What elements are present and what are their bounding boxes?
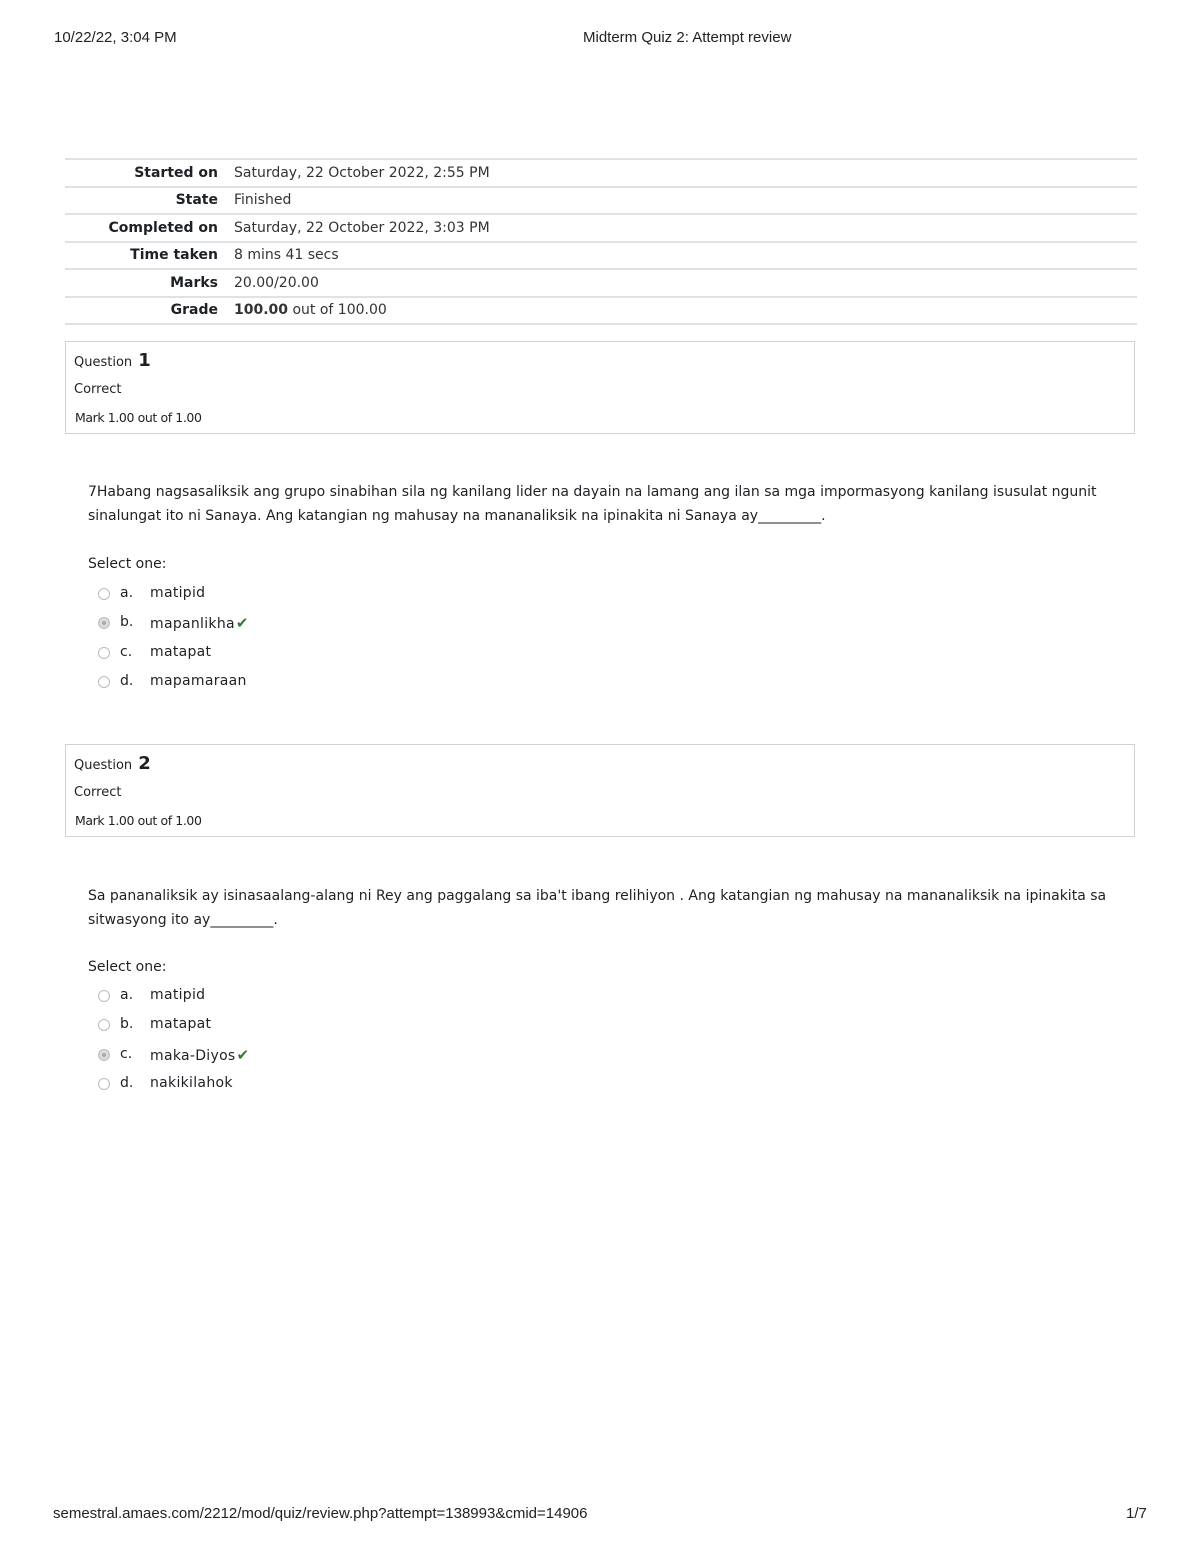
answer-option-b[interactable]	[96, 1018, 496, 1047]
question-info-1	[65, 341, 1135, 434]
radio-button-checked[interactable]	[98, 1049, 110, 1061]
summary-label: Marks	[170, 274, 218, 291]
summary-row	[65, 187, 1137, 215]
option-letter: a.	[120, 987, 134, 1003]
summary-row	[65, 214, 1137, 242]
print-url: semestral.amaes.com/2212/mod/quiz/review.php?attempt=138993&cmid=14906	[53, 1505, 588, 1522]
summary-value: Saturday, 22 October 2022, 3:03 PM	[234, 219, 490, 236]
print-datetime: 10/22/22, 3:04 PM	[54, 29, 177, 46]
summary-label: Completed on	[108, 219, 218, 236]
question-state: Correct	[74, 382, 122, 397]
option-label: mapanlikha	[150, 616, 235, 633]
select-one-prompt: Select one:	[88, 959, 167, 975]
print-page-number: 1/7	[1126, 1505, 1147, 1522]
question-number-value: 1	[138, 350, 151, 371]
summary-value: 20.00/20.00	[234, 274, 319, 291]
option-text: matapat	[150, 1016, 212, 1033]
question-label: Question	[74, 758, 133, 773]
question-info-2	[65, 744, 1135, 837]
summary-value	[234, 297, 1137, 325]
option-letter: c.	[120, 1045, 133, 1062]
question-text: Sa pananaliksik ay isinasaalang-alang ni Rey ang paggalang sa iba't ibang relihiyon . Ang katangian ng mahusay na mananaliksik na ipinakita sa sitwasyong ito ay_________.	[88, 888, 1107, 928]
summary-row	[65, 242, 1137, 270]
answer-options	[96, 587, 496, 704]
question-grade: Mark 1.00 out of 1.00	[75, 813, 202, 828]
answer-options	[96, 989, 496, 1106]
select-one-prompt: Select one:	[88, 556, 167, 572]
summary-value: Finished	[234, 192, 292, 209]
radio-button[interactable]	[98, 647, 110, 659]
question-state: Correct	[74, 785, 122, 800]
summary-row	[65, 297, 1137, 325]
question-number	[74, 350, 151, 371]
option-letter: d.	[120, 672, 134, 689]
option-letter: a.	[120, 585, 134, 601]
summary-label: State	[175, 192, 218, 209]
option-letter: d.	[120, 1074, 134, 1091]
option-text	[150, 614, 249, 632]
answer-option-d[interactable]	[96, 1074, 496, 1106]
summary-label: Time taken	[130, 247, 218, 264]
answer-option-b[interactable]	[96, 616, 496, 645]
option-text: matipid	[150, 987, 206, 1003]
option-text: matipid	[150, 585, 206, 601]
radio-button-checked[interactable]	[98, 617, 110, 629]
question-text: 7Habang nagsasaliksik ang grupo sinabihan sila ng kanilang lider na dayain na lamang ang ilan sa mga impormasyong kanilang isusulat ngunit sinalungat ito ni Sanaya. Ang katangian ng mahusay na mananaliksik na ipinakita ni Sanaya ay_________.	[88, 484, 1097, 524]
answer-option-a[interactable]	[96, 989, 496, 1018]
answer-option-a[interactable]	[96, 587, 496, 616]
radio-button[interactable]	[98, 588, 110, 600]
grade-max: out of 100.00	[292, 302, 387, 319]
option-letter: b.	[120, 1016, 134, 1033]
option-text: mapamaraan	[150, 672, 247, 689]
radio-button[interactable]	[98, 676, 110, 688]
question-number-value: 2	[138, 753, 151, 774]
radio-button[interactable]	[98, 1078, 110, 1090]
option-letter: c.	[120, 643, 133, 660]
summary-row	[65, 159, 1137, 187]
correct-check-icon: ✔	[235, 614, 249, 633]
option-text: nakikilahok	[150, 1074, 233, 1091]
summary-label: Grade	[170, 302, 218, 319]
answer-option-c[interactable]	[96, 1045, 496, 1077]
question-label: Question	[74, 355, 133, 370]
attempt-summary-table	[65, 158, 1137, 325]
option-label: maka-Diyos	[150, 1047, 236, 1064]
option-letter: b.	[120, 614, 134, 631]
grade-value: 100.00	[234, 302, 289, 319]
question-grade: Mark 1.00 out of 1.00	[75, 410, 202, 425]
summary-value: 8 mins 41 secs	[234, 247, 339, 264]
option-text: matapat	[150, 643, 212, 660]
answer-option-c[interactable]	[96, 643, 496, 675]
print-page-title: Midterm Quiz 2: Attempt review	[583, 29, 792, 46]
radio-button[interactable]	[98, 1019, 110, 1031]
summary-row	[65, 269, 1137, 297]
option-text	[150, 1046, 249, 1064]
question-number	[74, 753, 151, 774]
answer-option-d[interactable]	[96, 672, 496, 704]
radio-button[interactable]	[98, 990, 110, 1002]
summary-label: Started on	[134, 164, 218, 181]
correct-check-icon: ✔	[236, 1045, 250, 1064]
summary-value: Saturday, 22 October 2022, 2:55 PM	[234, 164, 490, 181]
